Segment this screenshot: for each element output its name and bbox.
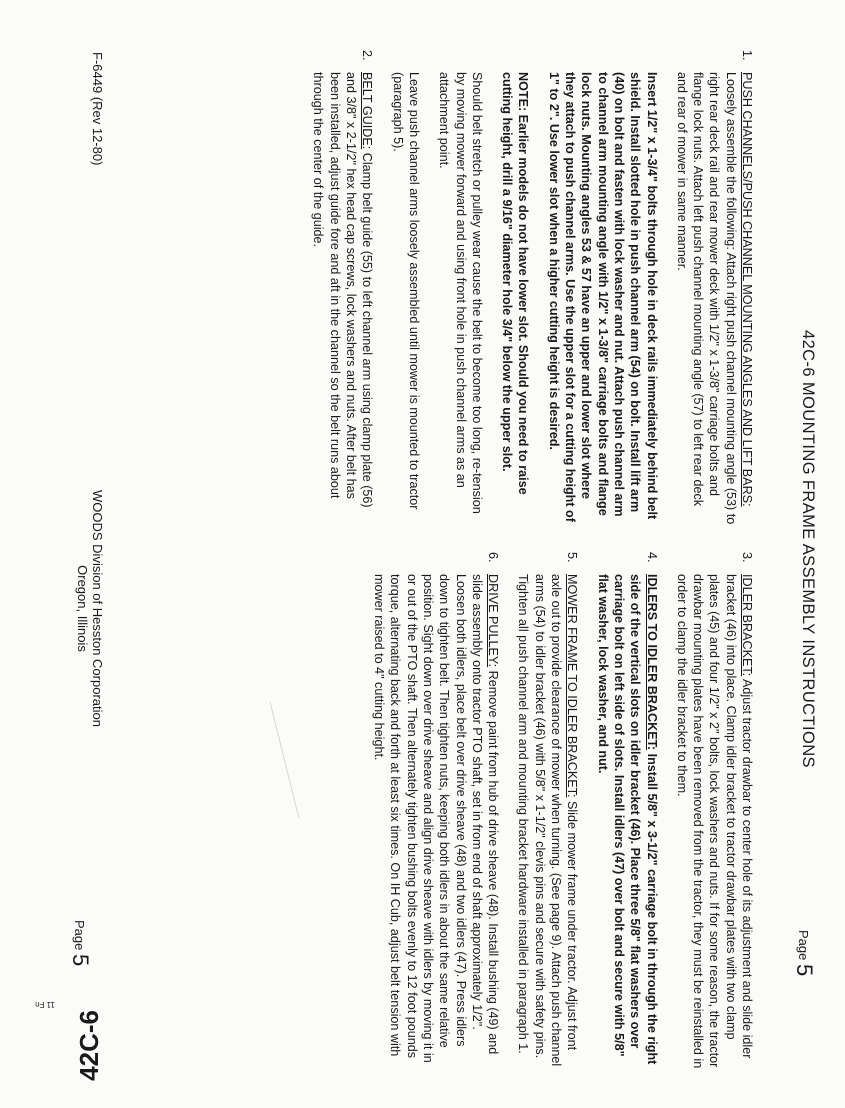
company-footer (75, 490, 105, 727)
section-heading: IDLER BRACKET: (740, 574, 754, 677)
section-text: Slide mower frame under tractor. Adjust front axle out to provide clearance of mower when turning. (See page 9). Attach push channel arms (54) to idler bracket (46) with 5/8" x 1-1/2" clevis pins and secure with safety pins. Tighten all push channel arm and mounting bracket hardware installed in paragraph 1. (516, 574, 580, 1067)
section-number: 3. (740, 552, 754, 563)
section-5 (515, 552, 580, 1072)
company-location: Oregon, Illinois (75, 565, 90, 652)
document-title: 42C-6 MOUNTING FRAME ASSEMBLY INSTRUCTIONS (799, 330, 817, 768)
section-6 (371, 552, 501, 1072)
left-column (296, 50, 755, 528)
section-number: 1. (740, 50, 754, 61)
section-number: 6. (486, 552, 501, 563)
section-text: Insert 1/2" x 1-3/4" bolts through hole in deck rails immediately behind belt shield. Install slotted hole in push channel arm (54) on bolt. Install lift arm (40) on bolt and fasten with lock washer and nut. Attach push channel arm to channel arm mounting angle with 1/2" x 1-3/8" carriage bolts and flange lock nuts. Mounting angles 53 & 57 have an upper and lower slot where they attach to push channel arms. Use the upper slot for a cutting height of 1" to 2". Use lower slot when a higher cutting height is desired. (546, 72, 659, 522)
form-number-footer (90, 52, 105, 165)
section-heading: DRIVE PULLEY: (486, 574, 501, 668)
form-number: F-6449 (90, 52, 105, 94)
section-heading: MOWER FRAME TO IDLER BRACKET: (565, 574, 580, 798)
section-text: Adjust tractor drawbar to center hole of its adjustment and slide idler bracket (46) into place. Clamp idler bracket to tractor drawbar plates with two clamp plates (45) and four 1/2" x 2" bolts, lock washers and nuts. If for some reason, the tractor drawbar mounting plates have been removed from the tractor, they must be reinstalled in order to clamp the idler bracket to them. (674, 574, 754, 1069)
section-1 (389, 50, 755, 528)
section-text: Should belt stretch or pulley wear cause the belt to become too long, re-tension by moving mower forward and using front hole in push channel arms as an attachment point. (437, 72, 484, 514)
page-prefix: Page (72, 920, 87, 951)
section-number: 4. (644, 552, 659, 563)
section-heading: BELT GUIDE: (360, 72, 375, 150)
section-heading: IDLERS TO IDLER BRACKET: (644, 574, 659, 751)
tab-mark: 11 Fn (35, 1000, 55, 1009)
section-text: Clamp belt guide (55) to left channel arm using clamp plate (56) and 3/8" x 2-1/2" hex head cap screws, lock washers and nuts. After belt has been installed, adjust guide fore and aft in the channel so the belt runs about through the center of the guide. (311, 72, 375, 508)
section-3 (674, 552, 755, 1072)
section-heading: PUSH CHANNELS/PUSH CHANNEL MOUNTING ANGLES AND LIFT BARS: (740, 72, 754, 507)
page-number-top (791, 930, 817, 976)
page-number: 5 (68, 954, 93, 967)
section-text: Install 5/8" x 3-1/2" carriage bolt in through the right side of the vertical slots on idler bracket (46). Place three 5/8" flat washers over carriage bolt on left side of slots. Install idlers (47) over bolt and secure with 5/8" flat washer, lock washer, and nut. (595, 574, 659, 1065)
section-2 (310, 50, 375, 528)
page-number-bottom (67, 920, 93, 966)
note-text: NOTE: Earlier models do not have lower slot. Should you need to raise cutting height, drill a 9/16" diameter hole 3/4" below the upper slot. (500, 72, 531, 495)
section-number: 5. (565, 552, 580, 563)
page-number: 5 (792, 964, 817, 977)
section-text: Loosely assemble the following: Attach right push channel mounting angle (53) to right rear deck rail and rear mower deck with 1/2" x 1-3/8" carriage bolts and flange lock nuts. Attach left push channel mounting angle (57) to left rear deck and rear of mower in same manner. (674, 72, 738, 525)
page-prefix: Page (796, 930, 811, 961)
right-column (357, 552, 755, 1072)
section-4 (594, 552, 659, 1072)
company-name: WOODS Division of Hesston Corporation (90, 490, 105, 727)
model-code: 42C-6 (74, 1010, 104, 1081)
section-number: 2. (360, 50, 375, 61)
section-text: Leave push channel arms loosely assembled until mower is mounted to tractor (paragraph 5). (390, 72, 421, 510)
revision: (Rev 12-80) (90, 96, 105, 166)
section-text: Remove paint from hub of drive sheave (48). Install bushing (49) and slide assembly onto tractor PTO shaft, set in from end of shaft approximately 1/2". Loosen both idlers, place belt over drive sheave (48) and two idlers (47). Press idlers down to tighten belt. Then tighten nuts, keeping both idlers in about the same relative position. Sight down over drive sheave and align drive sheave with idlers by moving it in or out of the PTO shaft. Then alternately tighten bushing bolts evenly to 12 foot pounds torque, alternating back and forth at least six times. On IH Cub, adjust belt tension with mower raised to 4" cutting height. (372, 574, 501, 1063)
paper-crease (269, 702, 299, 819)
